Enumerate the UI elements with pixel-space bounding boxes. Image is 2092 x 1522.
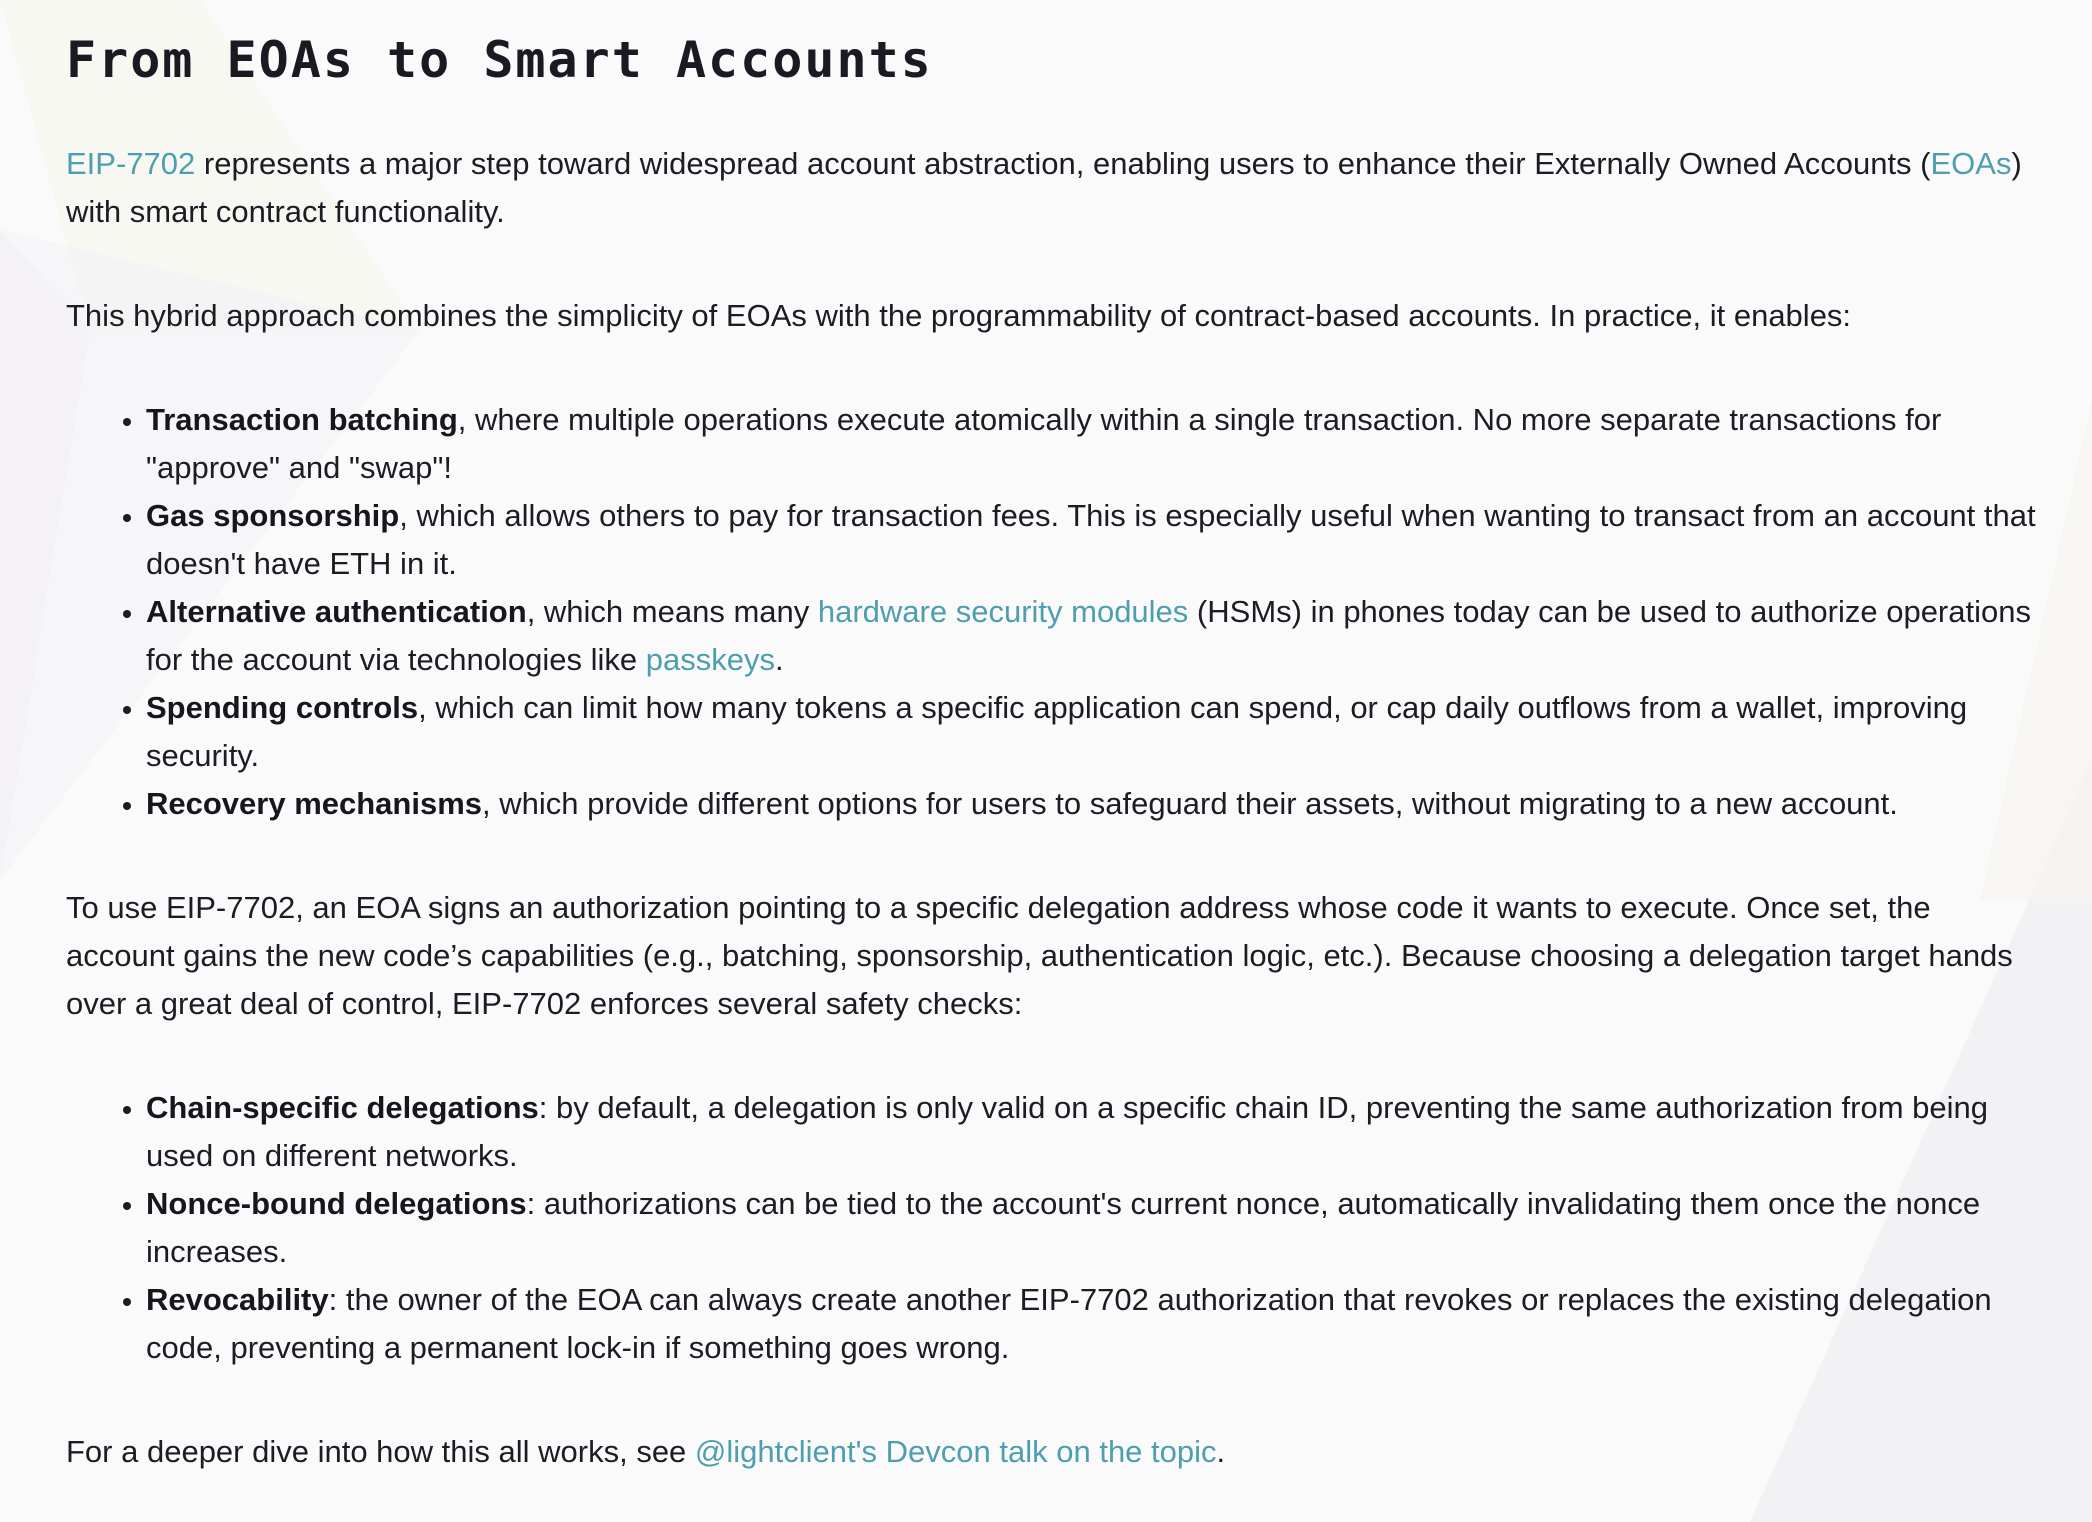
hardware-security-modules-link[interactable]: hardware security modules bbox=[817, 594, 1189, 629]
list-item: • Spending controls, which can limit how many tokens a specific application can spend, or cap daily outflows from a wallet, improving security. bbox=[146, 684, 2036, 780]
list-item: • Revocability: the owner of the EOA can always create another EIP-7702 authorization that revokes or replaces the existing delegation code, preventing a permanent lock-in if something goes wrong. bbox=[146, 1276, 2036, 1372]
eoas-link[interactable]: EOAs bbox=[1930, 146, 2012, 181]
page-title: From EOAs to Smart Accounts bbox=[66, 31, 933, 89]
list-item: • Nonce-bound delegations: authorizations can be tied to the account's current nonce, automatically invalidating them once the nonce increases. bbox=[146, 1180, 2036, 1276]
list-item: • Gas sponsorship, which allows others to pay for transaction fees. This is especially useful when wanting to transact from an account that doesn't have ETH in it. bbox=[146, 492, 2036, 588]
usage-paragraph: To use EIP-7702, an EOA signs an authorization pointing to a specific delegation address whose code it wants to execute. Once set, the account gains the new code’s capabilities (e.g., batching, sponsorship, authentication logic, etc.). Because choosing a delegation target hands over a great deal of control, EIP-7702 enforces several safety checks: bbox=[66, 890, 2013, 1021]
outro-paragraph: For a deeper dive into how this all works, see @lightclient's Devcon talk on the topic. bbox=[66, 1434, 1226, 1469]
article bbox=[66, 0, 2036, 1476]
passkeys-link[interactable]: passkeys bbox=[645, 642, 775, 677]
safety-checks-list bbox=[66, 1084, 2036, 1372]
list-item: • Recovery mechanisms, which provide different options for users to safeguard their assets, without migrating to a new account. bbox=[146, 780, 2036, 828]
list-item: • Transaction batching, where multiple operations execute atomically within a single transaction. No more separate transactions for "approve" and "swap"! bbox=[146, 396, 2036, 492]
devcon-talk-link[interactable]: @lightclient's Devcon talk on the topic bbox=[694, 1434, 1217, 1469]
benefits-list bbox=[66, 396, 2036, 828]
list-item: • Chain-specific delegations: by default, a delegation is only valid on a specific chain ID, preventing the same authorization from being used on different networks. bbox=[146, 1084, 2036, 1180]
intro-paragraph: EIP-7702 represents a major step toward widespread account abstraction, enabling users to enhance their Externally Owned Accounts (EOAs) with smart contract functionality. bbox=[66, 146, 2022, 229]
eip-7702-link[interactable]: EIP-7702 bbox=[66, 146, 196, 181]
hybrid-paragraph: This hybrid approach combines the simplicity of EOAs with the programmability of contract-based accounts. In practice, it enables: bbox=[66, 298, 1852, 333]
list-item: • Alternative authentication, which means many hardware security modules (HSMs) in phones today can be used to authorize operations for the account via technologies like passkeys. bbox=[146, 588, 2036, 684]
